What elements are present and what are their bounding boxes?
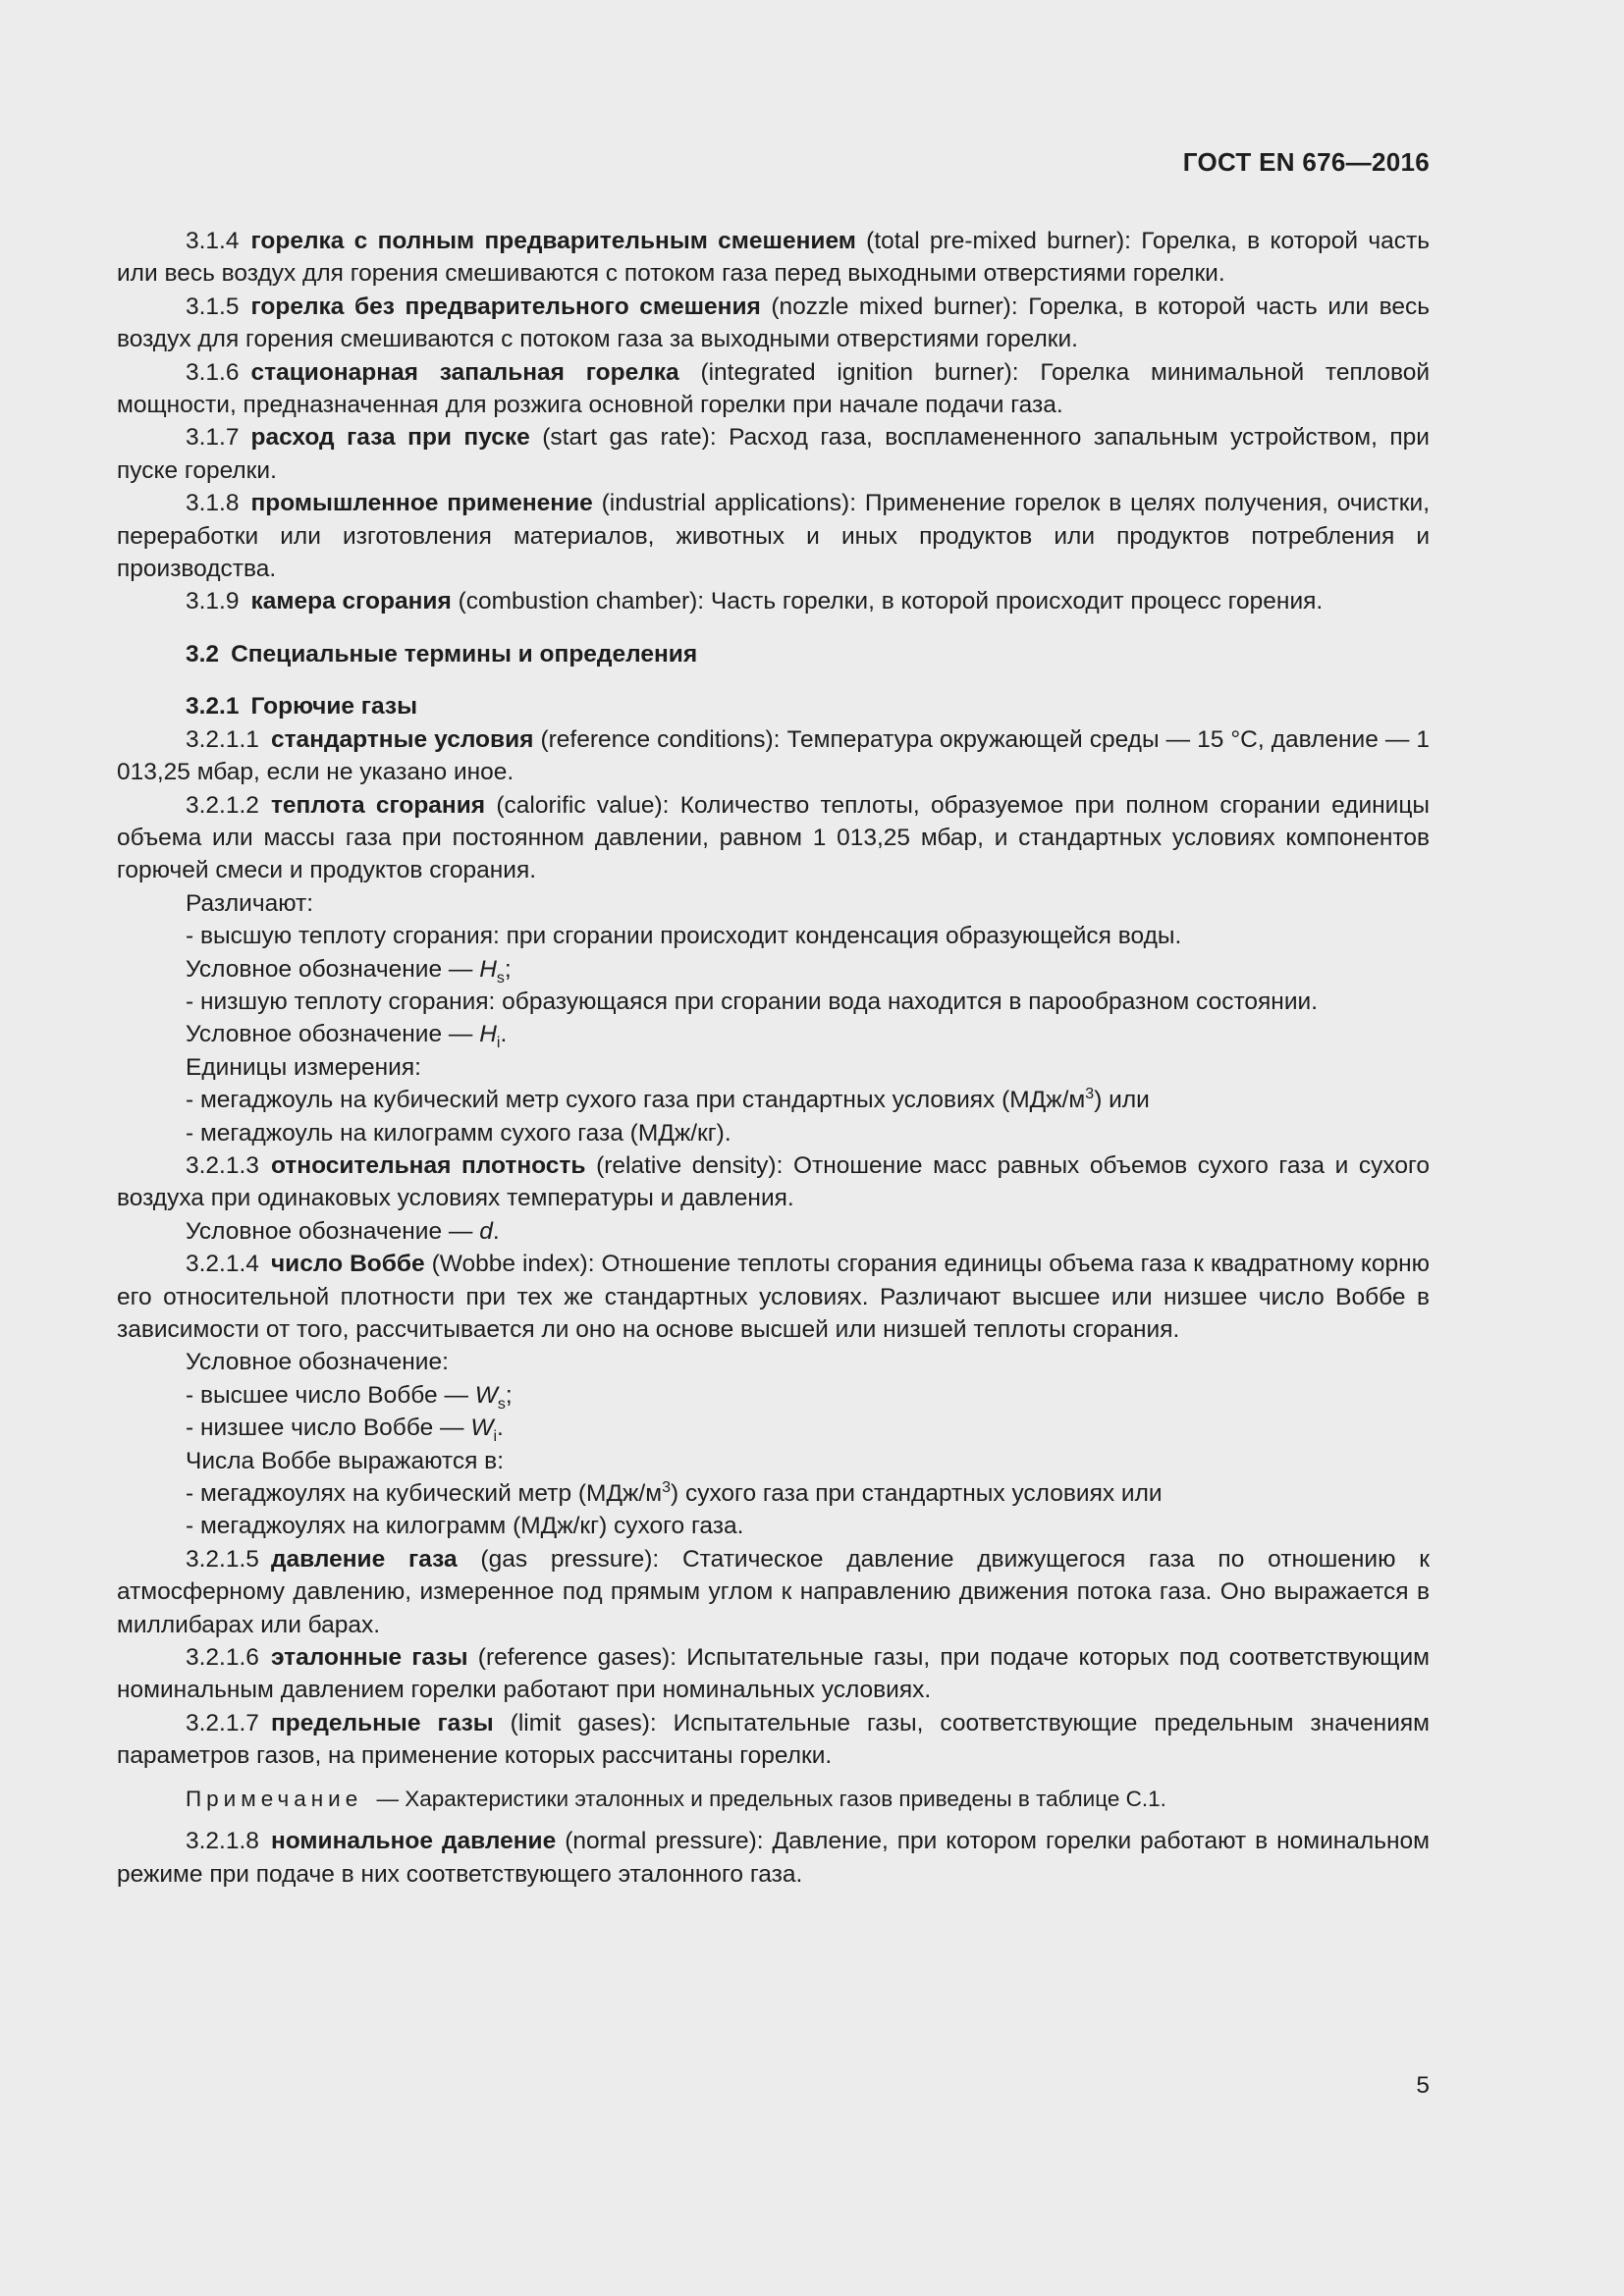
- term-definition: (start gas rate): Расход газа, воспламененного запальным устройством, при пуске горелки.: [117, 424, 1430, 484]
- document-body: [117, 225, 1430, 1891]
- document-code-header: ГОСТ EN 676—2016: [1182, 147, 1430, 177]
- symbol-end: ;: [505, 1381, 513, 1409]
- term-number: 3.2.1.7: [186, 1709, 259, 1736]
- term-name: камера сгорания: [250, 588, 452, 615]
- term-paragraph: [117, 487, 1430, 585]
- term-name: предельные газы: [270, 1709, 494, 1736]
- term-definition: (reference conditions): Температура окружающей среды — 15 °С, давление — 1 013,25 мбар, если не указано иное.: [117, 725, 1430, 786]
- symbol-end: .: [497, 1415, 504, 1442]
- term-paragraph: [117, 723, 1430, 789]
- term-paragraph: [117, 225, 1430, 291]
- list-item: [117, 1412, 1430, 1444]
- term-definition: (reference gases): Испытательные газы, при подаче которых под соответствующим номинальным давлением горелки работают при номинальных условиях.: [117, 1644, 1430, 1704]
- symbol: W: [470, 1415, 494, 1442]
- term-number: 3.1.4: [186, 228, 240, 254]
- term-number: 3.1.7: [186, 424, 240, 452]
- symbol-subscript: i: [496, 1035, 501, 1052]
- unit-superscript: 3: [662, 1478, 671, 1496]
- subsection-number: 3.2.1: [186, 693, 240, 721]
- symbol-end: .: [500, 1021, 508, 1048]
- term-definition: (limit gases): Испытательные газы, соответствующие предельным значениям параметров газов, на применение которых рассчитаны горелки.: [117, 1709, 1430, 1770]
- term-definition: (integrated ignition burner): Горелка минимальной тепловой мощности, предназначенная для розжига основной горелки при начале подачи газа.: [117, 358, 1431, 419]
- section-title: Специальные термины и определения: [231, 640, 698, 667]
- term-name: стационарная запальная горелка: [250, 358, 679, 386]
- note-text: — Характеристики эталонных и предельных газов приведены в таблице С.1.: [370, 1786, 1166, 1811]
- term-definition: (relative density): Отношение масс равных объемов сухого газа и сухого воздуха при одинаковых условиях температуры и давления.: [117, 1151, 1431, 1212]
- term-name: горелка с полным предварительным смешением: [250, 228, 856, 254]
- term-number: 3.2.1.1: [186, 725, 259, 753]
- term-number: 3.2.1.3: [186, 1151, 259, 1179]
- term-paragraph: [117, 1149, 1430, 1215]
- term-definition: (combustion chamber): Часть горелки, в которой происходит процесс горения.: [451, 588, 1324, 615]
- term-definition: (industrial applications): Применение горелок в целях получения, очистки, переработки или изготовления материалов, животных и иных продуктов или продуктов потребления и производства.: [117, 490, 1431, 583]
- symbol-subscript: i: [493, 1428, 498, 1446]
- subsection-heading: [117, 690, 1430, 722]
- body-line: Числа Воббе выражаются в:: [186, 1447, 505, 1474]
- symbol-line: [117, 953, 1430, 986]
- symbol: d: [479, 1217, 493, 1245]
- term-paragraph: [117, 585, 1430, 617]
- body-line: Различают:: [186, 889, 314, 917]
- note-label: Примечание: [186, 1786, 363, 1811]
- term-paragraph: [117, 1825, 1430, 1891]
- term-paragraph: [117, 789, 1430, 887]
- term-name: промышленное применение: [250, 490, 593, 517]
- section-heading: [117, 638, 1430, 670]
- body-line: Единицы измерения:: [186, 1053, 421, 1081]
- term-name: горелка без предварительного смешения: [250, 293, 761, 320]
- term-number: 3.1.5: [186, 293, 240, 320]
- page-number: 5: [1416, 2072, 1430, 2099]
- subsection-title: Горючие газы: [250, 693, 418, 721]
- term-name: стандартные условия: [270, 725, 534, 753]
- unit-text-end: ) или: [1094, 1087, 1150, 1114]
- term-number: 3.2.1.6: [186, 1644, 259, 1672]
- term-number: 3.1.6: [186, 358, 240, 386]
- term-definition: (calorific value): Количество теплоты, образуемое при полном сгорании единицы объема или массы газа при постоянном давлении, равном 1 013,25 мбар, и стандартных условиях компонентов горючей смеси и продуктов сгорания.: [117, 791, 1430, 884]
- symbol-line: [117, 1018, 1430, 1050]
- list-item: - мегаджоулях на килограмм (МДж/кг) сухого газа.: [186, 1513, 744, 1540]
- term-name: число Воббе: [270, 1251, 425, 1278]
- unit-text-end: ) сухого газа при стандартных условиях или: [670, 1480, 1163, 1508]
- term-paragraph: [117, 1543, 1430, 1641]
- list-item: - высшую теплоту сгорания: при сгорании происходит конденсация образующейся воды.: [186, 923, 1182, 950]
- term-paragraph: [117, 356, 1430, 422]
- symbol-end: .: [492, 1217, 500, 1245]
- list-item: [117, 1379, 1430, 1412]
- symbol: W: [474, 1381, 498, 1409]
- list-text: - высшее число Воббе —: [186, 1381, 475, 1409]
- term-number: 3.1.9: [186, 588, 240, 615]
- unit-text: - мегаджоуль на кубический метр сухого газа при стандартных условиях (МДж/м: [186, 1087, 1086, 1114]
- term-paragraph: [117, 1707, 1430, 1773]
- term-name: расход газа при пуске: [250, 424, 530, 452]
- symbol-prefix: Условное обозначение —: [186, 1021, 480, 1048]
- term-paragraph: [117, 1248, 1430, 1346]
- list-item: [117, 1084, 1430, 1116]
- term-name: давление газа: [270, 1545, 458, 1573]
- list-item: - мегаджоуль на килограмм сухого газа (МДж/кг).: [186, 1119, 731, 1147]
- symbol-prefix: Условное обозначение —: [186, 1217, 480, 1245]
- symbol-prefix: Условное обозначение —: [186, 955, 480, 983]
- term-paragraph: [117, 1641, 1430, 1707]
- term-name: номинальное давление: [270, 1828, 557, 1855]
- list-text: - низшее число Воббе —: [186, 1415, 471, 1442]
- term-name: эталонные газы: [270, 1644, 468, 1672]
- term-definition: (gas pressure): Статическое давление движущегося газа по отношению к атмосферному давлению, измеренное под прямым углом к направлению движения потока газа. Оно выражается в миллибарах или барах.: [117, 1545, 1430, 1638]
- term-paragraph: [117, 291, 1430, 356]
- term-definition: (normal pressure): Давление, при котором горелки работают в номинальном режиме при подаче в них соответствующего эталонного газа.: [117, 1828, 1430, 1888]
- term-definition: (nozzle mixed burner): Горелка, в которой часть или весь воздух для горения смешиваются с потоком газа за выходными отверстиями горелки.: [117, 293, 1430, 353]
- body-line: Условное обозначение:: [186, 1349, 449, 1376]
- symbol-line: [117, 1215, 1430, 1248]
- term-name: теплота сгорания: [270, 791, 486, 819]
- unit-superscript: 3: [1085, 1086, 1095, 1102]
- term-number: 3.2.1.8: [186, 1828, 259, 1855]
- term-definition: (Wobbe index): Отношение теплоты сгорания единицы объема газа к квадратному корню его относительной плотности при тех же стандартных условиях. Различают высшее или низшее число Воббе в зависимости от того, рассчитывается ли оно на основе высшей или низшей теплоты сгорания.: [117, 1251, 1430, 1343]
- section-number: 3.2: [186, 640, 220, 667]
- list-item: - низшую теплоту сгорания: образующаяся при сгорании вода находится в парообразном состоянии.: [186, 988, 1318, 1015]
- term-number: 3.2.1.2: [186, 791, 259, 819]
- term-number: 3.2.1.5: [186, 1545, 259, 1573]
- note: [117, 1783, 1430, 1815]
- term-paragraph: [117, 421, 1430, 487]
- symbol-subscript: s: [496, 969, 505, 987]
- term-name: относительная плотность: [270, 1151, 586, 1179]
- symbol-end: ;: [504, 955, 512, 983]
- list-item: [117, 1477, 1430, 1510]
- symbol: H: [479, 1021, 497, 1048]
- symbol: H: [479, 955, 497, 983]
- term-number: 3.1.8: [186, 490, 240, 517]
- term-number: 3.2.1.4: [186, 1251, 259, 1278]
- term-definition: (total pre-mixed burner): Горелка, в которой часть или весь воздух для горения смешиваются с потоком газа перед выходными отверстиями горелки.: [117, 228, 1430, 288]
- unit-text: - мегаджоулях на кубический метр (МДж/м: [186, 1480, 663, 1508]
- symbol-subscript: s: [497, 1395, 506, 1413]
